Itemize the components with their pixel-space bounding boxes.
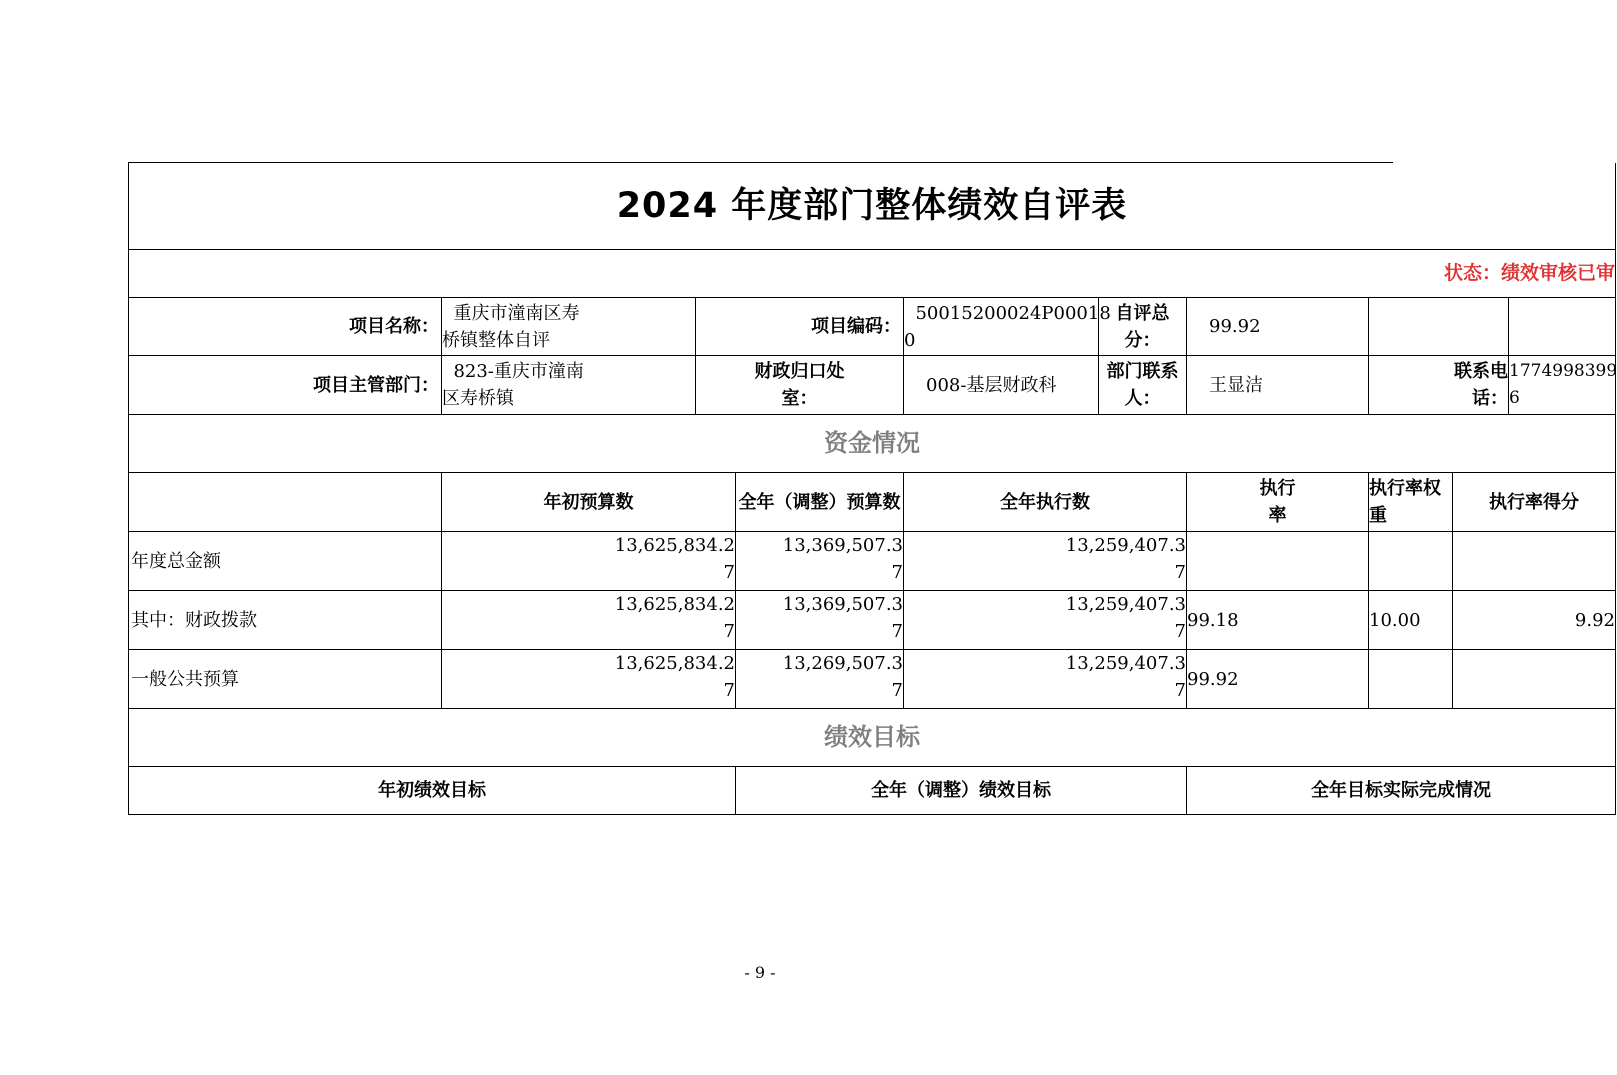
table-title: 2024 年度部门整体绩效自评表 xyxy=(129,163,1616,250)
header-initial-budget: 年初预算数 xyxy=(442,473,736,532)
fiscal-adjusted: 13,369,507.3 7 xyxy=(736,591,904,650)
empty-cell xyxy=(1369,298,1509,356)
fiscal-initial: 13,625,834.2 7 xyxy=(442,591,736,650)
contact-label: 部门联系 人： xyxy=(1099,356,1187,415)
fiscal-rate: 99.18 xyxy=(1187,591,1369,650)
general-weight xyxy=(1369,650,1453,709)
row-label-total: 年度总金额 xyxy=(129,532,442,591)
project-code-value: 50015200024P00018 0 xyxy=(904,298,1099,356)
total-adjusted: 13,369,507.3 7 xyxy=(736,532,904,591)
header-exec-rate: 执行 率 xyxy=(1187,473,1369,532)
total-score xyxy=(1453,532,1616,591)
dept-value: 823-重庆市潼南 区寿桥镇 xyxy=(442,356,696,415)
general-executed: 13,259,407.3 7 xyxy=(904,650,1187,709)
header-rate-weight: 执行率权 重 xyxy=(1369,473,1453,532)
total-rate xyxy=(1187,532,1369,591)
total-weight xyxy=(1369,532,1453,591)
empty-cell xyxy=(1509,298,1616,356)
total-initial: 13,625,834.2 7 xyxy=(442,532,736,591)
dept-label: 项目主管部门： xyxy=(129,356,442,415)
row-label-fiscal: 其中：财政拨款 xyxy=(129,591,442,650)
contact-value: 王显洁 xyxy=(1187,356,1369,415)
page-number: - 9 - xyxy=(744,963,776,982)
project-name-label: 项目名称： xyxy=(129,298,442,356)
fiscal-executed: 13,259,407.3 7 xyxy=(904,591,1187,650)
general-adjusted: 13,269,507.3 7 xyxy=(736,650,904,709)
project-code-label: 项目编码： xyxy=(696,298,904,356)
fiscal-score: 9.92 xyxy=(1453,591,1616,650)
fiscal-weight: 10.00 xyxy=(1369,591,1453,650)
header-actual-completion: 全年目标实际完成情况 xyxy=(1187,767,1616,815)
header-rate-score: 执行率得分 xyxy=(1453,473,1616,532)
performance-table xyxy=(128,162,1617,815)
self-score-value: 99.92 xyxy=(1187,298,1369,356)
row-label-general: 一般公共预算 xyxy=(129,650,442,709)
header-adjusted-budget: 全年（调整）预算数 xyxy=(736,473,904,532)
general-initial: 13,625,834.2 7 xyxy=(442,650,736,709)
phone-value: 1774998399 6 xyxy=(1509,356,1616,415)
general-rate: 99.92 xyxy=(1187,650,1369,709)
project-name-value: 重庆市潼南区寿 桥镇整体自评 xyxy=(442,298,696,356)
general-score xyxy=(1453,650,1616,709)
phone-label: 联系电 话： xyxy=(1369,356,1509,415)
header-executed: 全年执行数 xyxy=(904,473,1187,532)
total-executed: 13,259,407.3 7 xyxy=(904,532,1187,591)
funding-section-title: 资金情况 xyxy=(129,415,1616,473)
finance-value: 008-基层财政科 xyxy=(904,356,1099,415)
targets-section-title: 绩效目标 xyxy=(129,709,1616,767)
header-initial-target: 年初绩效目标 xyxy=(129,767,736,815)
self-score-label: 自评总 分： xyxy=(1099,298,1187,356)
header-adjusted-target: 全年（调整）绩效目标 xyxy=(736,767,1187,815)
status-text: 状态：绩效审核已审 xyxy=(129,250,1616,298)
funding-header-blank xyxy=(129,473,442,532)
finance-label: 财政归口处 室： xyxy=(696,356,904,415)
